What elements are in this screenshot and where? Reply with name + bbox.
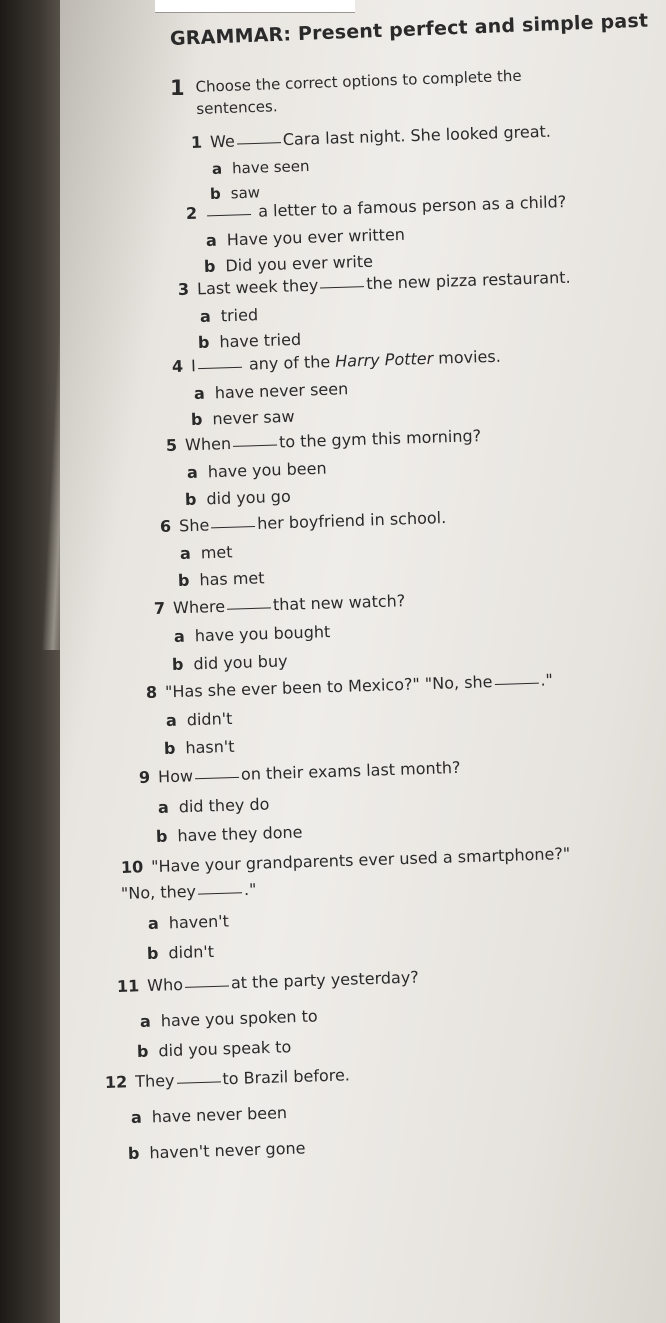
question-text-before: I bbox=[190, 356, 197, 376]
option-text: never saw bbox=[212, 406, 295, 429]
option-text: have you been bbox=[207, 458, 327, 482]
option-letter: b bbox=[127, 1143, 140, 1163]
option-11a[interactable] bbox=[140, 1006, 318, 1031]
option-5b[interactable] bbox=[185, 487, 291, 509]
answer-blank bbox=[195, 776, 239, 779]
option-2b[interactable] bbox=[204, 252, 374, 276]
question-number: 8 bbox=[145, 682, 158, 702]
option-7b[interactable] bbox=[172, 651, 288, 674]
answer-blank bbox=[185, 984, 229, 987]
question-text-before: She bbox=[178, 515, 210, 536]
question-number: 7 bbox=[153, 598, 166, 618]
question-text-before: When bbox=[184, 433, 232, 455]
option-3b[interactable] bbox=[198, 330, 302, 352]
option-text: have you spoken to bbox=[160, 1006, 318, 1031]
question-text-italic: Harry Potter bbox=[334, 348, 434, 371]
answer-blank bbox=[320, 285, 364, 288]
answer-blank bbox=[237, 141, 281, 144]
option-1b[interactable] bbox=[210, 183, 261, 203]
answer-blank bbox=[495, 682, 539, 685]
option-letter: b bbox=[177, 570, 190, 590]
option-9b[interactable] bbox=[156, 822, 303, 846]
question-text-before: They bbox=[134, 1070, 175, 1092]
option-text: did you buy bbox=[193, 651, 288, 674]
answer-blank bbox=[198, 891, 242, 894]
question-text-after: to Brazil before. bbox=[222, 1065, 351, 1089]
question-number: 10 bbox=[120, 857, 144, 877]
question-text-after: any of the bbox=[248, 351, 336, 374]
option-text: have they done bbox=[177, 822, 303, 846]
question-text-before: How bbox=[157, 766, 194, 787]
option-4b[interactable] bbox=[191, 407, 295, 429]
question-number: 1 bbox=[190, 132, 203, 152]
option-letter: a bbox=[147, 913, 160, 933]
option-letter: b bbox=[136, 1041, 149, 1061]
option-6a[interactable] bbox=[180, 542, 233, 563]
option-text: haven't never gone bbox=[149, 1138, 306, 1163]
answer-blank bbox=[211, 525, 255, 528]
question-number: 9 bbox=[138, 767, 151, 787]
option-4a[interactable] bbox=[194, 379, 349, 403]
option-11b[interactable] bbox=[137, 1037, 292, 1061]
option-text: saw bbox=[230, 183, 261, 203]
question-text-after: the new pizza restaurant. bbox=[366, 267, 571, 294]
question-text-before: Who bbox=[146, 974, 184, 996]
question-1 bbox=[191, 122, 551, 152]
question-text-before: "No, they bbox=[120, 881, 197, 903]
option-letter: b bbox=[209, 184, 222, 203]
option-7a[interactable] bbox=[174, 622, 331, 646]
option-text: haven't bbox=[168, 911, 230, 933]
option-text: did they do bbox=[178, 794, 270, 817]
option-letter: a bbox=[165, 710, 178, 730]
option-letter: a bbox=[211, 159, 223, 178]
option-letter: a bbox=[179, 543, 192, 563]
option-12b[interactable] bbox=[128, 1138, 306, 1163]
exercise-instruction: Choose the correct options to complete the sentences. bbox=[195, 66, 522, 118]
question-number: 4 bbox=[171, 356, 184, 376]
question-number: 12 bbox=[104, 1072, 128, 1092]
option-letter: b bbox=[190, 409, 203, 429]
question-5 bbox=[166, 426, 482, 455]
question-text-before: Where bbox=[172, 596, 226, 618]
question-text-after: to the gym this morning? bbox=[278, 426, 482, 452]
option-10b[interactable] bbox=[147, 942, 215, 963]
question-number: 3 bbox=[177, 279, 190, 299]
question-text-before: "Has she ever been to Mexico?" "No, she bbox=[164, 672, 493, 702]
option-letter: a bbox=[199, 306, 212, 326]
question-text-after: ." bbox=[243, 879, 257, 900]
answer-blank bbox=[233, 444, 277, 447]
option-text: did you go bbox=[206, 486, 291, 509]
option-9a[interactable] bbox=[158, 795, 270, 817]
page-title: GRAMMAR: Present perfect and simple past bbox=[169, 9, 649, 50]
option-letter: a bbox=[130, 1107, 143, 1127]
option-5a[interactable] bbox=[187, 459, 327, 482]
option-3a[interactable] bbox=[200, 305, 259, 326]
option-letter: b bbox=[163, 738, 176, 758]
option-letter: a bbox=[193, 383, 206, 403]
option-text: hasn't bbox=[185, 736, 235, 758]
option-text: has met bbox=[199, 568, 265, 590]
question-text-after: on their exams last month? bbox=[240, 757, 461, 784]
option-letter: a bbox=[173, 626, 186, 646]
option-letter: a bbox=[186, 462, 199, 482]
question-number: 6 bbox=[159, 516, 172, 536]
question-text-after: at the party yesterday? bbox=[230, 967, 420, 993]
option-text: didn't bbox=[168, 941, 215, 963]
option-letter: a bbox=[157, 797, 170, 817]
option-8b[interactable] bbox=[164, 737, 235, 758]
option-8a[interactable] bbox=[166, 709, 233, 730]
option-12a[interactable] bbox=[131, 1103, 288, 1127]
option-text: did you speak to bbox=[158, 1037, 292, 1061]
option-6b[interactable] bbox=[178, 568, 265, 590]
question-number: 11 bbox=[116, 976, 140, 996]
question-7 bbox=[154, 591, 406, 618]
question-text-before: We bbox=[209, 131, 236, 152]
question-text-after: her boyfriend in school. bbox=[256, 508, 447, 533]
answer-blank bbox=[207, 213, 251, 216]
question-text-after: Cara last night. She looked great. bbox=[282, 121, 552, 150]
question-6 bbox=[160, 508, 447, 536]
question-text-after: a letter to a famous person as a child? bbox=[257, 192, 567, 221]
question-number: 5 bbox=[165, 435, 178, 455]
option-text: Did you ever write bbox=[225, 251, 374, 276]
question-10-line-2 bbox=[121, 880, 257, 903]
question-text-before: "Have your grandparents ever used a smartphone?" bbox=[150, 843, 571, 877]
option-letter: b bbox=[171, 654, 184, 674]
question-number: 2 bbox=[185, 203, 198, 223]
answer-blank bbox=[177, 1080, 221, 1083]
question-10 bbox=[121, 844, 571, 877]
exercise-number: 1 bbox=[170, 76, 185, 100]
question-12 bbox=[105, 1065, 350, 1092]
option-letter: b bbox=[155, 826, 168, 846]
option-letter: a bbox=[205, 230, 218, 250]
option-letter: b bbox=[197, 332, 210, 352]
answer-blank bbox=[198, 366, 242, 369]
question-11 bbox=[117, 968, 419, 996]
option-text: have seen bbox=[231, 156, 310, 178]
option-text: have never seen bbox=[214, 379, 349, 403]
option-10a[interactable] bbox=[148, 911, 229, 933]
question-8 bbox=[146, 670, 553, 702]
option-text: Have you ever written bbox=[226, 224, 406, 250]
question-text-before: Last week they bbox=[196, 275, 319, 299]
option-text: have tried bbox=[219, 329, 302, 352]
option-text: didn't bbox=[186, 708, 233, 730]
option-letter: a bbox=[139, 1011, 152, 1031]
question-text-end: movies. bbox=[432, 346, 502, 368]
answer-blank bbox=[227, 606, 271, 609]
option-1a[interactable] bbox=[212, 157, 310, 178]
option-text: have never been bbox=[151, 1103, 288, 1127]
option-text: met bbox=[200, 542, 233, 563]
option-letter: b bbox=[203, 256, 216, 276]
option-text: have you bought bbox=[194, 622, 331, 646]
question-9 bbox=[139, 758, 461, 787]
option-text: tried bbox=[220, 305, 259, 326]
question-text-after: ." bbox=[540, 670, 554, 690]
option-letter: b bbox=[184, 489, 197, 509]
option-letter: b bbox=[146, 943, 159, 963]
question-text-after: that new watch? bbox=[272, 591, 406, 615]
option-2a[interactable] bbox=[206, 225, 405, 250]
